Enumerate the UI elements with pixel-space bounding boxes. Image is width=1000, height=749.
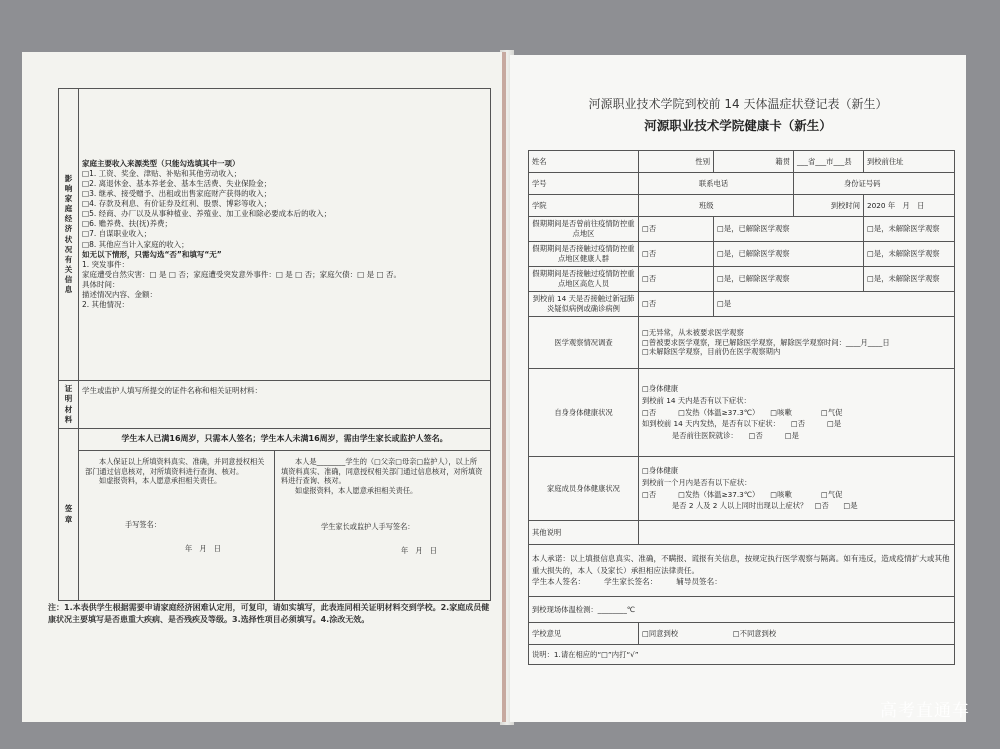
- q-observation-opt[interactable]: □未解除医学观察，目前仍在医学观察期内: [642, 347, 781, 357]
- q-observation-label: 医学观察情况调查: [529, 317, 639, 369]
- income-item: □6. 赡养费、扶(抚)养费；: [82, 219, 172, 229]
- income-item: □2. 离退休金、基本养老金、基本生活费、失业保险金；: [82, 178, 272, 188]
- instructions-note: 说明：1.请在相应的“□”内打“√”: [529, 645, 955, 665]
- college-label: 学院: [529, 195, 639, 217]
- income-item: □5. 经商、办厂以及从事种植业、养殖业、加工业和除必要成本后的收入；: [82, 209, 332, 219]
- health-card-table: [528, 150, 955, 665]
- watermark: 高考直通车: [880, 701, 970, 721]
- pledge-cell: [529, 545, 955, 597]
- q-family-health-label: 家庭成员身体健康状况: [529, 457, 639, 521]
- income-item: □4. 存款及利息、有价证券及红利、股票、博彩等收入；: [82, 199, 272, 209]
- q-contact-healthy-opt-not-cleared[interactable]: □是，未解除医学观察: [864, 242, 955, 267]
- section-label-sign: 签章: [59, 429, 79, 601]
- section-label-proof: 证明材料: [59, 381, 79, 429]
- sign-header: 学生本人已满16周岁，只需本人签名；学生本人未满16周岁，需由学生家长或监护人签名。: [79, 429, 491, 451]
- q-contact-healthy-label: 假期期间是否接触过疫情防控重点地区健康人群: [529, 242, 639, 267]
- q-contact-risk-opt-no[interactable]: □否: [639, 267, 714, 292]
- q-family-health-options: [639, 457, 955, 521]
- income-item: □3. 继承、接受赠予、出租或出售家庭财产获得的收入；: [82, 188, 272, 198]
- section-label-income: 影响家庭经济状况有关信息: [59, 89, 79, 381]
- q-covid-contact-label: 到校前 14 天是否接触过新冠肺炎疑似病例或确诊病例: [529, 292, 639, 317]
- income-item: □7. 自谋职业收入；: [82, 229, 152, 239]
- events-item: 具体时间：: [82, 280, 120, 290]
- q-travel-opt-not-cleared[interactable]: □是，未解除医学观察: [864, 217, 955, 242]
- q-self-health-opt: 到校前 14 天内是否有以下症状：: [642, 395, 751, 405]
- q-covid-contact-opt-no[interactable]: □否: [639, 292, 714, 317]
- income-item: □8. 其他应当计入家庭的收入；: [82, 239, 189, 249]
- q-contact-risk-label: 假期期间是否接触过疫情防控重点地区高危人员: [529, 267, 639, 292]
- income-note: 如无以下情形，只需勾选“否”和填写“无”: [82, 249, 222, 259]
- proof-text: 学生或监护人填写所提交的证件名称和相关证明材料：: [79, 381, 491, 429]
- income-info-cell: [79, 89, 491, 381]
- guardian-pledge: 本人是________学生的（□父亲□母亲□监护人），以上所填资料真实、准确，同意授权相关部门通过信息核对，对所填资料进行查询、核对。: [281, 457, 483, 486]
- other-notes-label: 其他说明: [529, 521, 639, 545]
- address-label: 到校前住址: [864, 151, 955, 173]
- form-title: 河源职业技术学院到校前 14 天体温症状登记表（新生）: [588, 97, 888, 111]
- q-family-health-opt[interactable]: □否 □发热（体温≥37.3℃） □咳嗽 □气促: [642, 489, 843, 499]
- income-item: □1. 工资、奖金、津贴、补贴和其他劳动收入；: [82, 168, 242, 178]
- health-card-title: 河源职业技术学院健康卡（新生）: [644, 118, 832, 133]
- q-travel-opt-cleared[interactable]: □是，已解除医学观察: [714, 217, 864, 242]
- name-label: 姓名: [529, 151, 639, 173]
- student-signature-label: 手写签名：: [125, 520, 161, 530]
- student-id-label: 学号: [529, 173, 639, 195]
- gender-label: 性别: [639, 151, 714, 173]
- events-item: 1. 突发事件：: [82, 259, 130, 269]
- q-family-health-opt: 到校前一个月内是否有以下症状：: [642, 477, 752, 487]
- q-observation-options: [639, 317, 955, 369]
- class-label: 班级: [639, 195, 794, 217]
- events-item: 描述情况内容、金额：: [82, 290, 157, 300]
- left-page: [22, 52, 506, 722]
- guardian-signature-cell: [275, 451, 491, 601]
- events-item: 家庭遭受自然灾害：□ 是 □ 否；家庭遭受突发意外事件：□ 是 □ 否；家庭欠债：□ 是 □ 否。: [82, 269, 401, 279]
- guardian-date-label: 年 月 日: [401, 545, 437, 555]
- pledge-signatures: 学生本人签名： 学生家长签名： 辅导员签名：: [532, 577, 722, 587]
- id-number-label: 身份证号码: [794, 173, 955, 195]
- school-opinion-reject[interactable]: □不同意到校: [732, 628, 777, 638]
- q-observation-opt[interactable]: □曾被要求医学观察，现已解除医学观察，解除医学观察时间：____月____日: [642, 337, 890, 347]
- q-family-health-opt[interactable]: 是否 2 人及 2 人以上同时出现以上症状？ □否 □是: [672, 501, 858, 511]
- q-observation-opt[interactable]: □无异常，从未被要求医学观察: [642, 327, 744, 337]
- guardian-pledge-liability: 如虚报资料，本人愿意承担相关责任。: [295, 486, 418, 496]
- school-opinion-approve[interactable]: □同意到校: [642, 628, 679, 638]
- student-date-label: 年 月 日: [185, 543, 221, 553]
- q-contact-healthy-opt-no[interactable]: □否: [639, 242, 714, 267]
- q-self-health-opt[interactable]: □否 □发热（体温≥37.3℃） □咳嗽 □气促: [642, 407, 843, 417]
- q-self-health-opt[interactable]: 如到校前 14 天内发热，是否有以下症状： □否 □是: [642, 419, 842, 429]
- q-self-health-label: 自身身体健康状况: [529, 369, 639, 457]
- events-item: 2. 其他情况：: [82, 300, 130, 310]
- q-travel-label: 假期期间是否曾前往疫情防控重点地区: [529, 217, 639, 242]
- arrival-date-field[interactable]: 2020 年 月 日: [864, 195, 955, 217]
- right-page: [510, 55, 966, 722]
- school-opinion-label: 学校意见: [529, 623, 639, 645]
- arrival-time-label: 到校时间: [794, 195, 864, 217]
- native-place-label: 籍贯: [714, 151, 794, 173]
- native-place-field[interactable]: ___省___市___县: [794, 151, 864, 173]
- q-family-health-opt[interactable]: □身体健康: [642, 466, 679, 476]
- q-self-health-opt[interactable]: □身体健康: [642, 384, 679, 394]
- student-signature-cell: [79, 451, 275, 601]
- q-self-health-options: [639, 369, 955, 457]
- pledge-text: 本人承诺：以上填报信息真实、准确，不瞒报、谎报有关信息，按规定执行医学观察与隔离。如有违反，造成疫情扩大或其他重大损失的，本人（及家长）承担相应法律责任。: [532, 553, 950, 575]
- other-notes-field[interactable]: [639, 521, 955, 545]
- left-form-table: [58, 88, 491, 601]
- left-footnote: 注：1.本表供学生根据需要申请家庭经济困难认定用，可复印，请如实填写，此表连同相关证明材料交到学校。2.家庭成员健康状况主要填写是否患重大疾病、是否残疾及等级。3.选择性项目必须填写。4.涂改无效。: [48, 603, 490, 624]
- student-pledge: 本人保证以上所填资料真实、准确，并同意授权相关部门通过信息核对，对所填资料进行查询、核对。: [85, 457, 265, 476]
- guardian-signature-label: 学生家长或监护人手写签名：: [321, 521, 415, 531]
- q-covid-contact-opt-yes[interactable]: □是: [714, 292, 955, 317]
- q-contact-healthy-opt-cleared[interactable]: □是，已解除医学观察: [714, 242, 864, 267]
- temperature-check: 到校现场体温检测：________℃: [529, 597, 955, 623]
- q-contact-risk-opt-cleared[interactable]: □是，已解除医学观察: [714, 267, 864, 292]
- school-opinion-options: [639, 623, 955, 645]
- phone-label: 联系电话: [639, 173, 794, 195]
- q-contact-risk-opt-not-cleared[interactable]: □是，未解除医学观察: [864, 267, 955, 292]
- q-travel-opt-no[interactable]: □否: [639, 217, 714, 242]
- student-pledge-liability: 如虚报资料，本人愿意承担相关责任。: [99, 476, 222, 486]
- income-heading: 家庭主要收入来源类型（只能勾选填其中一项）: [82, 158, 240, 168]
- q-self-health-opt[interactable]: 是否前往医院就诊： □否 □是: [672, 431, 799, 440]
